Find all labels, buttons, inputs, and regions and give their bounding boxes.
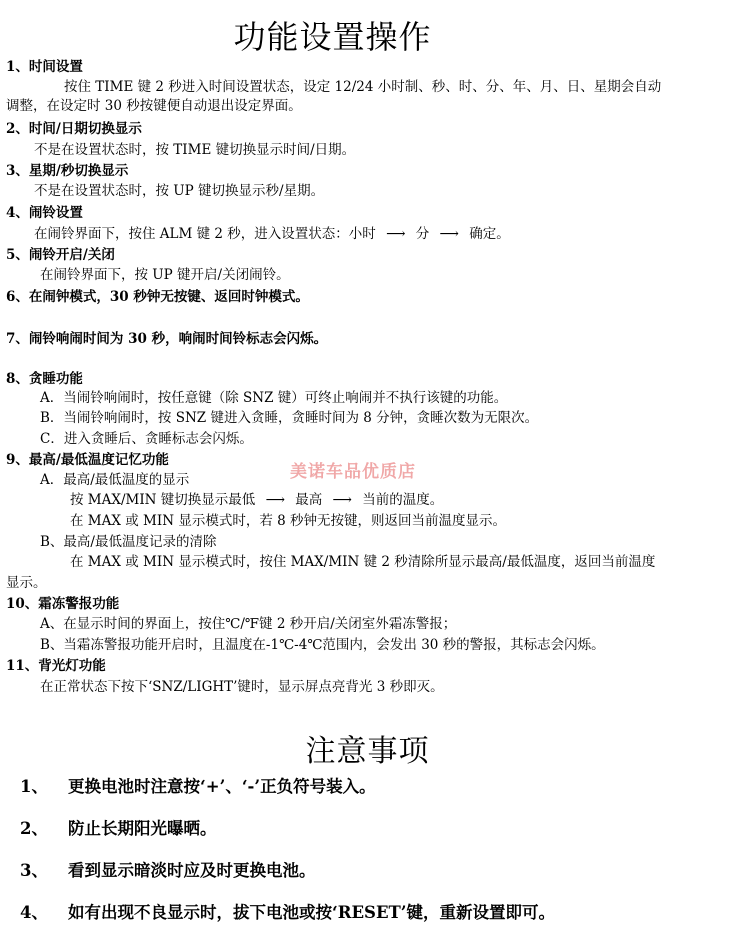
section-9-line-a1	[70, 491, 443, 509]
maxmin-toggle-text: 按 MAX/MIN 键切换显示最低	[70, 492, 256, 508]
alarm-setting-text: 在闹铃界面下，按住 ALM 键 2 秒，进入设置状态：小时	[34, 226, 376, 242]
arrow-right-icon: ⟶	[386, 226, 406, 242]
note-item	[20, 904, 555, 922]
section-10-line-a: A、在显示时间的界面上，按住℃/℉键 2 秒开启/关闭室外霜冻警报；	[40, 616, 457, 632]
note-text: 如有出现不良显示时，拔下电池或按‘RESET’键，重新设置即可。	[68, 903, 556, 922]
alarm-setting-confirm: 确定。	[469, 226, 510, 242]
section-heading-6: 6、在闹钟模式，30 秒钟无按键、返回时钟模式。	[6, 289, 309, 305]
note-item	[20, 862, 316, 880]
store-watermark: 美诺车品优质店	[290, 462, 416, 482]
section-8-line-c: C．进入贪睡后、贪睡标志会闪烁。	[40, 431, 253, 447]
section-heading-7: 7、闹铃响闹时间为 30 秒，响闹时间铃标志会闪烁。	[6, 331, 328, 347]
note-number: 2、	[20, 819, 48, 838]
section-1-line-2: 调整，在设定时 30 秒按键便自动退出设定界面。	[6, 98, 302, 114]
section-heading-3: 3、星期/秒切换显示	[6, 163, 129, 179]
notes-title: 注意事项	[305, 734, 430, 769]
note-item	[20, 778, 376, 796]
note-text: 看到显示暗淡时应及时更换电池。	[68, 861, 316, 880]
section-11-line-1: 在正常状态下按下‘SNZ/LIGHT’键时，显示屏点亮背光 3 秒即灭。	[40, 679, 444, 695]
section-heading-11: 11、背光灯功能	[6, 658, 106, 674]
section-heading-5: 5、闹铃开启/关闭	[6, 247, 115, 263]
note-number: 3、	[20, 861, 48, 880]
note-item	[20, 820, 217, 838]
section-heading-1: 1、时间设置	[6, 59, 83, 75]
note-text: 防止长期阳光曝晒。	[68, 819, 217, 838]
section-heading-2: 2、时间/日期切换显示	[6, 121, 142, 137]
arrow-right-icon: ⟶	[265, 492, 285, 508]
arrow-right-icon: ⟶	[439, 226, 459, 242]
note-number: 1、	[20, 777, 48, 796]
section-9-line-b1: 在 MAX 或 MIN 显示模式时，按住 MAX/MIN 键 2 秒清除所显示最高/最低温度，返回当前温度	[70, 554, 656, 570]
section-5-line-1: 在闹铃界面下，按 UP 键开启/关闭闹铃。	[40, 267, 290, 283]
section-9-line-a: A．最高/最低温度的显示	[40, 472, 190, 488]
section-3-line-1: 不是在设置状态时，按 UP 键切换显示秒/星期。	[34, 183, 325, 199]
section-9-line-b: B、最高/最低温度记录的清除	[40, 534, 217, 550]
section-2-line-1: 不是在设置状态时，按 TIME 键切换显示时间/日期。	[34, 142, 356, 158]
section-4-line-1	[34, 225, 510, 243]
maxmin-highest: 最高	[295, 492, 323, 508]
section-heading-4: 4、闹铃设置	[6, 205, 83, 221]
section-8-line-a: A．当闹铃响闹时，按任意键（除 SNZ 键）可终止响闹并不执行该键的功能。	[40, 390, 508, 406]
section-9-line-b2: 显示。	[6, 575, 47, 591]
note-text: 更换电池时注意按‘+’、‘-’正负符号装入。	[68, 777, 376, 796]
section-heading-9: 9、最高/最低温度记忆功能	[6, 452, 169, 468]
section-10-line-b: B、当霜冻警报功能开启时，且温度在-1℃-4℃范围内，会发出 30 秒的警报，其标志会闪烁。	[40, 637, 605, 653]
section-heading-10: 10、霜冻警报功能	[6, 596, 120, 612]
arrow-right-icon: ⟶	[332, 492, 352, 508]
section-1-line-1: 按住 TIME 键 2 秒进入时间设置状态，设定 12/24 小时制、秒、时、分、年、月、日、星期会自动	[64, 79, 662, 95]
page-title: 功能设置操作	[233, 18, 432, 56]
maxmin-current: 当前的温度。	[362, 492, 444, 508]
section-8-line-b: B．当闹铃响闹时，按 SNZ 键进入贪睡，贪睡时间为 8 分钟，贪睡次数为无限次。	[40, 410, 539, 426]
note-number: 4、	[20, 903, 48, 922]
section-heading-8: 8、贪睡功能	[6, 371, 83, 387]
section-9-line-a2: 在 MAX 或 MIN 显示模式时，若 8 秒钟无按键，则返回当前温度显示。	[70, 513, 506, 529]
alarm-setting-minute: 分	[415, 226, 430, 242]
